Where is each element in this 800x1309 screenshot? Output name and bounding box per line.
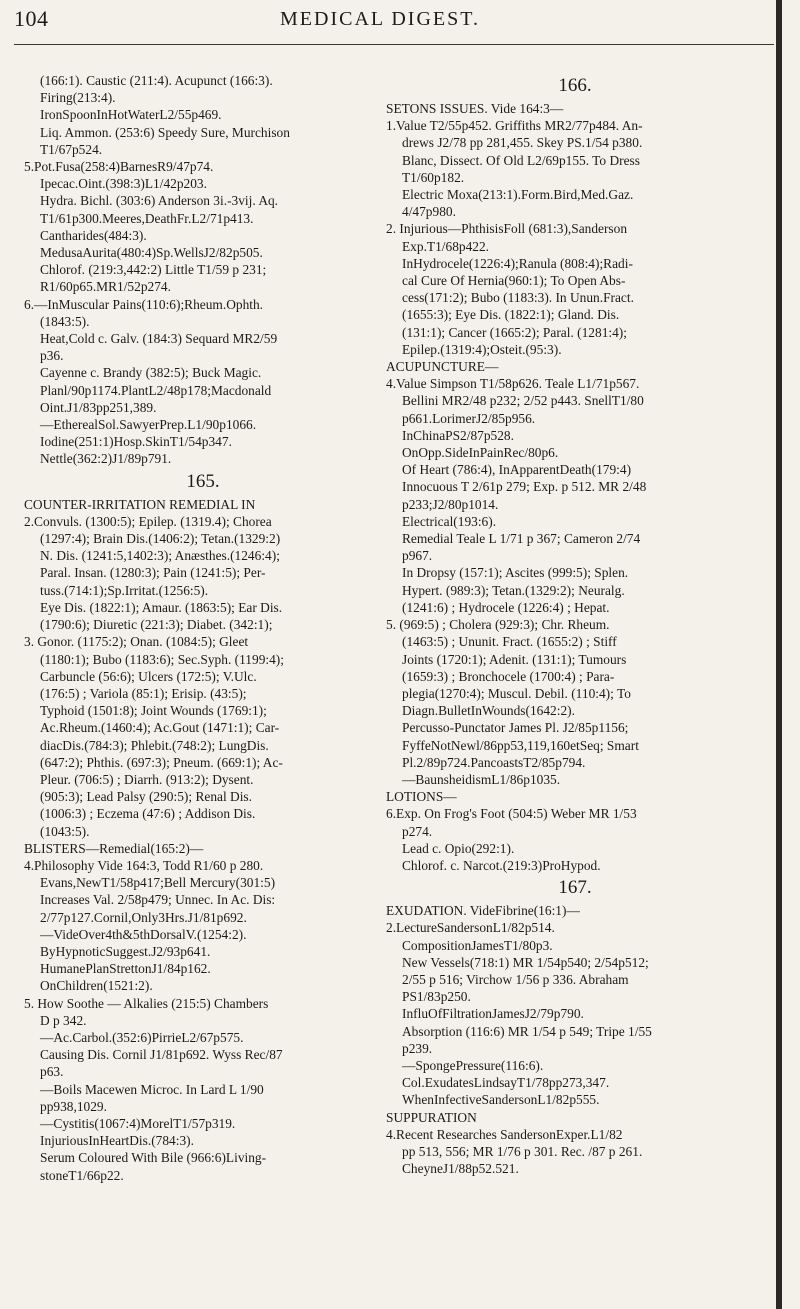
index-line: In Dropsy (157:1); Ascites (999:5); Splen. [402, 565, 629, 581]
page-edge-shadow [776, 0, 782, 1309]
index-line: Col.ExudatesLindsayT1/78pp273,347. [402, 1075, 610, 1091]
index-line: Joints (1720:1); Adenit. (131:1); Tumours [402, 651, 627, 667]
index-line: (1043:5). [40, 823, 90, 839]
index-line: —Boils Macewen Microc. In Lard L 1/90 [40, 1081, 264, 1097]
index-line: Liq. Ammon. (253:6) Speedy Sure, Murchison [40, 124, 290, 140]
index-line: (131:1); Cancer (1665:2); Paral. (1281:4); [402, 324, 627, 340]
index-line: diacDis.(784:3); Phlebit.(748:2); LungDis. [40, 737, 269, 753]
section-number: 165. [186, 470, 220, 492]
index-line: 2. Injurious—PhthisisFoll (681:3),Sanderson [386, 221, 628, 237]
index-line: WhenInfectiveSandersonL1/82p555. [402, 1092, 600, 1108]
index-line: —Ac.Carbol.(352:6)PirrieL2/67p575. [40, 1029, 244, 1045]
index-line: (647:2); Phthis. (697:3); Pneum. (669:1); Ac- [40, 754, 283, 770]
index-line: (905:3); Lead Palsy (290:5); Renal Dis. [40, 789, 252, 805]
index-line: (1655:3); Eye Dis. (1822:1); Gland. Dis. [402, 307, 620, 323]
left-column [24, 72, 382, 1184]
index-line: 1.Value T2/55p452. Griffiths MR2/77p484. An- [386, 118, 643, 134]
index-line: 6.Exp. On Frog's Foot (504:5) Weber MR 1/53 [386, 806, 637, 822]
index-line: (1006:3) ; Eczema (47:6) ; Addison Dis. [40, 806, 256, 822]
index-line: Planl/90p1174.PlantL2/48p178;Macdonald [40, 382, 272, 398]
index-line: (166:1). Caustic (211:4). Acupunct (166:3). [40, 73, 273, 88]
index-line: Serum Coloured With Bile (966:6)Living- [40, 1150, 267, 1166]
index-line: —VideOver4th&5thDorsalV.(1254:2). [40, 926, 247, 942]
index-line: T1/61p300.Meeres,DeathFr.L2/71p413. [40, 210, 254, 226]
index-line: Lead c. Opio(292:1). [402, 840, 515, 856]
index-line: BLISTERS—Remedial(165:2)— [24, 840, 204, 856]
index-line: Percusso-Punctator James Pl. J2/85p1156; [402, 720, 629, 736]
index-line: Hypert. (989:3); Tetan.(1329:2); Neuralg. [402, 582, 625, 598]
index-line: Hydra. Bichl. (303:6) Anderson 3i.-3vij. Aq. [40, 193, 279, 209]
index-line: N. Dis. (1241:5,1402:3); Anæsthes.(1246:4); [40, 548, 280, 564]
index-line: p967. [402, 548, 433, 564]
index-line: R1/60p65.MR1/52p274. [40, 279, 171, 295]
index-line: InjuriousInHeartDis.(784:3). [40, 1133, 194, 1149]
index-line: (1463:5) ; Ununit. Fract. (1655:2) ; Stiff [402, 634, 617, 650]
index-line: p36. [40, 348, 64, 364]
index-line: (1297:4); Brain Dis.(1406:2); Tetan.(1329:2) [40, 531, 281, 547]
index-line: 3. Gonor. (1175:2); Onan. (1084:5); Gleet [24, 634, 249, 650]
index-line: SUPPURATION [386, 1109, 477, 1125]
index-line: (1659:3) ; Bronchocele (1700:4) ; Para- [402, 668, 615, 684]
index-line: Oint.J1/83pp251,389. [40, 399, 157, 415]
index-line: HumanePlanStrettonJ1/84p162. [40, 961, 211, 977]
index-line: OnChildren(1521:2). [40, 978, 153, 994]
index-line: Cantharides(484:3). [40, 227, 147, 243]
index-line: Eye Dis. (1822:1); Amaur. (1863:5); Ear Dis. [40, 599, 283, 615]
index-line: D p 342. [40, 1012, 87, 1028]
index-line: Electrical(193:6). [402, 513, 497, 529]
index-line: Firing(213:4). [40, 90, 116, 106]
index-line: OnOpp.SideInPainRec/80p6. [402, 445, 559, 461]
index-line: T1/60p182. [402, 169, 465, 185]
index-line: (1790:6); Diuretic (221:3); Diabet. (342:1); [40, 617, 273, 633]
index-line: FyffeNotNewl/86pp53,119,160etSeq; Smart [402, 737, 639, 753]
index-line: SETONS ISSUES. Vide 164:3— [386, 101, 564, 116]
index-line: Blanc, Dissect. Of Old L2/69p155. To Dress [402, 152, 640, 168]
index-line: Exp.T1/68p422. [402, 238, 490, 254]
index-line: Nettle(362:2)J1/89p791. [40, 451, 172, 467]
index-line: ByHypnoticSuggest.J2/93p641. [40, 943, 211, 959]
index-line: (1241:6) ; Hydrocele (1226:4) ; Hepat. [402, 599, 610, 615]
index-line: 5. How Soothe — Alkalies (215:5) Chambers [24, 995, 269, 1011]
index-line: —Cystitis(1067:4)MorelT1/57p319. [40, 1115, 236, 1131]
index-line: pp 513, 556; MR 1/76 p 301. Rec. /87 p 261. [402, 1143, 643, 1159]
index-line: MedusaAurita(480:4)Sp.WellsJ2/82p505. [40, 245, 263, 261]
index-line: 6.—InMuscular Pains(110:6);Rheum.Ophth. [24, 296, 264, 312]
index-line: plegia(1270:4); Muscul. Debil. (110:4); To [402, 685, 631, 701]
index-line: InfluOfFiltrationJamesJ2/79p790. [402, 1006, 584, 1022]
index-line: Typhoid (1501:8); Joint Wounds (1769:1); [40, 703, 267, 719]
index-line: EXUDATION. VideFibrine(16:1)— [386, 903, 580, 919]
index-line: Causing Dis. Cornil J1/81p692. Wyss Rec/87 [40, 1047, 283, 1063]
index-line: New Vessels(718:1) MR 1/54p540; 2/54p512; [402, 954, 649, 970]
index-line: InChinaPS2/87p528. [402, 427, 514, 443]
index-line: Chlorof. (219:3,442:2) Little T1/59 p 231; [40, 262, 267, 278]
index-line: (176:5) ; Variola (85:1); Erisip. (43:5); [40, 685, 247, 701]
index-line: CompositionJamesT1/80p3. [402, 937, 553, 953]
index-line: Heat,Cold c. Galv. (184:3) Sequard MR2/59 [40, 331, 278, 347]
index-line: Ipecac.Oint.(398:3)L1/42p203. [40, 176, 207, 192]
index-line: 2.LectureSandersonL1/82p514. [386, 920, 555, 936]
index-line: p63. [40, 1064, 64, 1080]
index-line: (1180:1); Bubo (1183:6); Sec.Syph. (1199:4); [40, 651, 284, 667]
running-title: MEDICAL DIGEST. [280, 8, 480, 30]
index-line: Of Heart (786:4), InApparentDeath(179:4) [402, 462, 632, 478]
index-line: InHydrocele(1226:4);Ranula (808:4);Radi- [402, 255, 633, 271]
index-line: PS1/83p250. [402, 989, 471, 1005]
index-line: Pl.2/89p724.PancoastsT2/85p794. [402, 754, 586, 770]
index-line: Electric Moxa(213:1).Form.Bird,Med.Gaz. [402, 187, 634, 203]
index-line: Remedial Teale L 1/71 p 367; Cameron 2/74 [402, 531, 641, 547]
index-line: Cayenne c. Brandy (382:5); Buck Magic. [40, 365, 262, 381]
index-line: T1/67p524. [40, 141, 103, 157]
index-line: Chlorof. c. Narcot.(219:3)ProHypod. [402, 857, 601, 873]
index-line: p239. [402, 1040, 433, 1056]
index-line: tuss.(714:1);Sp.Irritat.(1256:5). [40, 582, 209, 598]
index-line: 4/47p980. [402, 204, 456, 220]
page-number: 104 [14, 6, 49, 31]
index-line: —BaunsheidismL1/86p1035. [402, 771, 561, 787]
index-line: Pleur. (706:5) ; Diarrh. (913:2); Dysent. [40, 771, 254, 787]
index-line: 4.Philosophy Vide 164:3, Todd R1/60 p 280. [24, 857, 264, 873]
index-line: Ac.Rheum.(1460:4); Ac.Gout (1471:1); Car- [40, 720, 280, 736]
index-line: 4.Recent Researches SandersonExper.L1/82 [386, 1126, 623, 1142]
index-line: Innocuous T 2/61p 279; Exp. p 512. MR 2/48 [402, 479, 647, 495]
section-number: 167. [558, 877, 592, 899]
index-line: 5.Pot.Fusa(258:4)BarnesR9/47p74. [24, 159, 214, 175]
index-line: 2.Convuls. (1300:5); Epilep. (1319.4); Chorea [24, 513, 272, 529]
index-line: pp938,1029. [40, 1098, 107, 1114]
section-number: 166. [558, 75, 592, 96]
index-line: 4.Value Simpson T1/58p626. Teale L1/71p567. [386, 376, 640, 392]
index-line: stoneT1/66p22. [40, 1167, 124, 1183]
index-line: Epilep.(1319:4);Osteit.(95:3). [402, 341, 562, 357]
index-line: Carbuncle (56:6); Ulcers (172:5); V.Ulc. [40, 668, 257, 684]
index-line: Diagn.BulletInWounds(1642:2). [402, 703, 575, 719]
index-line: Absorption (116:6) MR 1/54 p 549; Tripe 1/55 [402, 1023, 652, 1039]
index-line: drews J2/78 pp 281,455. Skey PS.1/54 p380. [402, 135, 643, 151]
index-line: p274. [402, 823, 433, 839]
index-line: p661.LorimerJ2/85p956. [402, 410, 536, 426]
index-line: Paral. Insan. (1280:3); Pain (1241:5); Per- [40, 565, 266, 581]
index-line: —EtherealSol.SawyerPrep.L1/90p1066. [40, 417, 257, 433]
index-line: COUNTER-IRRITATION REMEDIAL IN [24, 496, 256, 512]
header-rule [14, 44, 774, 45]
index-line: Evans,NewT1/58p417;Bell Mercury(301:5) [40, 875, 276, 891]
index-line: 2/77p127.Cornil,Only3Hrs.J1/81p692. [40, 909, 247, 925]
index-line: cess(171:2); Bubo (1183:3). In Unun.Fract. [402, 290, 634, 306]
index-line: IronSpoonInHotWaterL2/55p469. [40, 107, 222, 123]
index-line: 5. (969:5) ; Cholera (929:3); Chr. Rheum. [386, 617, 610, 633]
index-line: ACUPUNCTURE— [386, 359, 499, 375]
index-line: (1843:5). [40, 313, 90, 329]
index-line: CheyneJ1/88p52.521. [402, 1161, 519, 1177]
index-line: 2/55 p 516; Virchow 1/56 p 336. Abraham [402, 971, 629, 987]
index-line: Bellini MR2/48 p232; 2/52 p443. SnellT1/80 [402, 393, 644, 409]
index-line: LOTIONS— [386, 789, 457, 805]
index-line: Increases Val. 2/58p479; Unnec. In Ac. Dis: [40, 892, 276, 908]
index-line: cal Cure Of Hernia(960:1); To Open Abs- [402, 273, 626, 289]
index-line: —SpongePressure(116:6). [402, 1057, 544, 1073]
index-line: Iodine(251:1)Hosp.SkinT1/54p347. [40, 434, 232, 450]
index-line: p233;J2/80p1014. [402, 496, 499, 512]
right-column [386, 72, 764, 1177]
